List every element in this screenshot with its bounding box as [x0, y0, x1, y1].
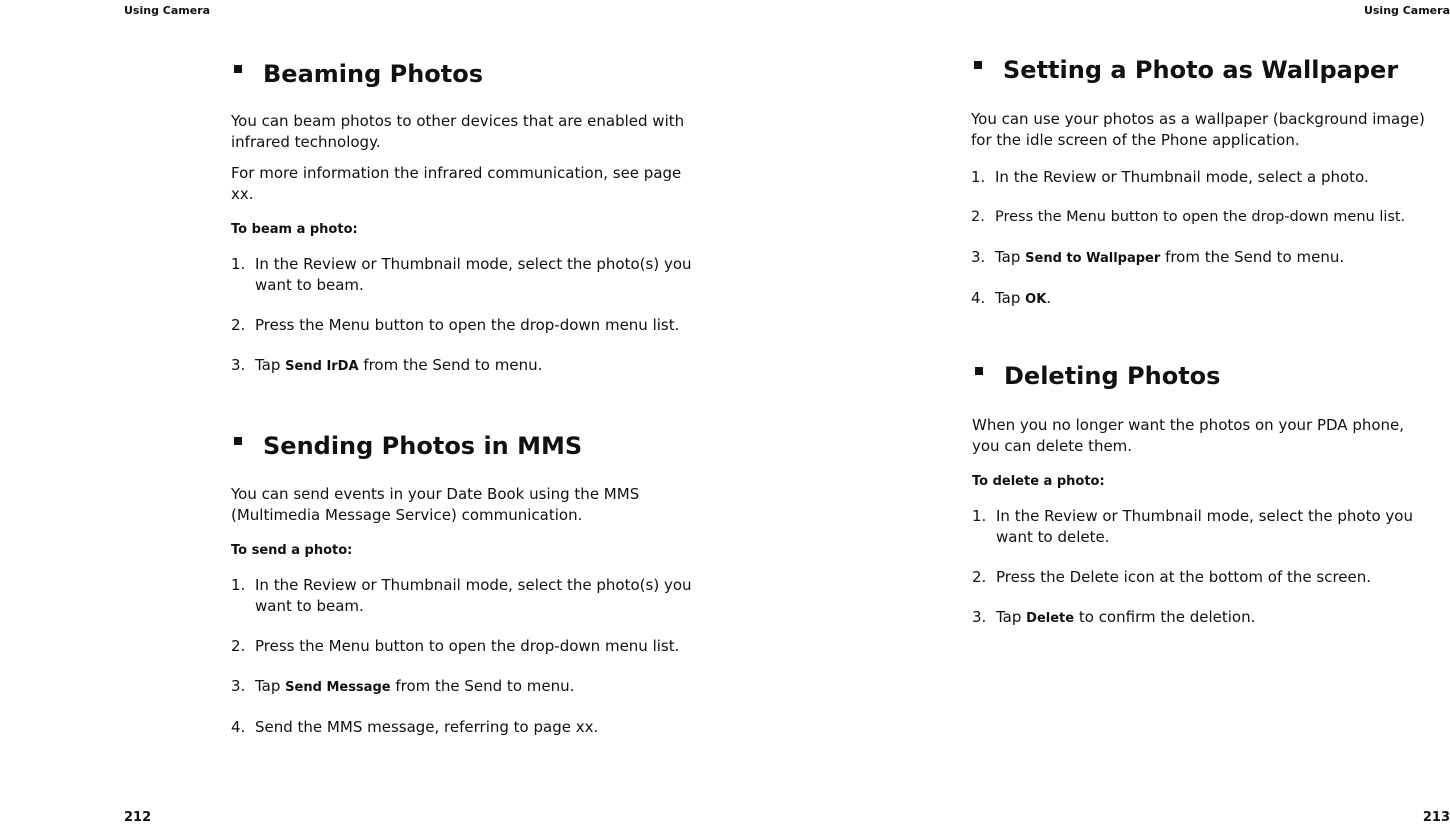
- square-bullet-icon: [234, 65, 242, 73]
- procedure-title: To send a photo:: [231, 543, 353, 558]
- list-item: 1. In the Review or Thumbnail mode, select a photo.: [971, 168, 1369, 186]
- more-info-text: For more information the infrared communication, see page xx.: [231, 164, 682, 203]
- step-list: [971, 167, 1450, 310]
- list-item: 2. Press the Menu button to open the drop-down menu list.: [231, 316, 680, 334]
- ui-term: OK: [1025, 292, 1047, 307]
- list-item: 3. Tap Send IrDA from the Send to menu.: [231, 356, 543, 374]
- list-item: 2. Press the Menu button to open the drop-down menu list.: [971, 209, 1406, 225]
- step-list: [972, 506, 1450, 629]
- ui-term: Send to Wallpaper: [1025, 251, 1161, 266]
- list-item: 2. Press the Delete icon at the bottom of the screen.: [972, 568, 1372, 586]
- procedure-title: To beam a photo:: [231, 222, 358, 237]
- page-number: 213: [1422, 810, 1450, 825]
- running-header: Using Camera: [124, 4, 211, 17]
- square-bullet-icon: [975, 367, 983, 375]
- list-item: 1. In the Review or Thumbnail mode, select the photo you want to delete.: [972, 507, 1413, 546]
- section-title: Sending Photos in MMS: [231, 432, 721, 460]
- running-header: Using Camera: [1363, 4, 1450, 17]
- intro-text: You can use your photos as a wallpaper (background image) for the idle screen of the Phone application.: [971, 110, 1425, 149]
- intro-text: When you no longer want the photos on your PDA phone, you can delete them.: [972, 416, 1405, 455]
- section-title: Setting a Photo as Wallpaper: [971, 56, 1450, 84]
- list-item: 3. Tap Send to Wallpaper from the Send to menu.: [971, 248, 1345, 266]
- list-item: 1. In the Review or Thumbnail mode, select the photo(s) you want to beam.: [231, 255, 692, 294]
- list-item: 4. Tap OK.: [971, 289, 1052, 307]
- procedure-title: To delete a photo:: [972, 474, 1105, 489]
- intro-text: You can beam photos to other devices that are enabled with infrared technology.: [231, 112, 685, 151]
- step-list: [231, 575, 721, 738]
- right-page: [725, 0, 1450, 825]
- section-wallpaper: [971, 56, 1450, 310]
- section-deleting-photos: [972, 362, 1450, 629]
- square-bullet-icon: [974, 61, 982, 69]
- section-title: Beaming Photos: [231, 60, 721, 88]
- intro-text: You can send events in your Date Book using the MMS (Multimedia Message Service) communication.: [231, 485, 640, 524]
- step-list: [231, 254, 721, 377]
- ui-term: Send Message: [285, 680, 391, 695]
- section-sending-photos-mms: [231, 432, 721, 738]
- ui-term: Delete: [1026, 611, 1075, 626]
- list-item: 3. Tap Send Message from the Send to menu.: [231, 677, 575, 695]
- square-bullet-icon: [234, 437, 242, 445]
- section-title: Deleting Photos: [972, 362, 1450, 390]
- list-item: 3. Tap Delete to confirm the deletion.: [972, 608, 1256, 626]
- page-number: 212: [124, 810, 152, 825]
- list-item: 4. Send the MMS message, referring to page xx.: [231, 718, 599, 736]
- section-beaming-photos: [231, 60, 721, 377]
- ui-term: Send IrDA: [285, 359, 359, 374]
- list-item: 2. Press the Menu button to open the drop-down menu list.: [231, 637, 680, 655]
- list-item: 1. In the Review or Thumbnail mode, select the photo(s) you want to beam.: [231, 576, 692, 615]
